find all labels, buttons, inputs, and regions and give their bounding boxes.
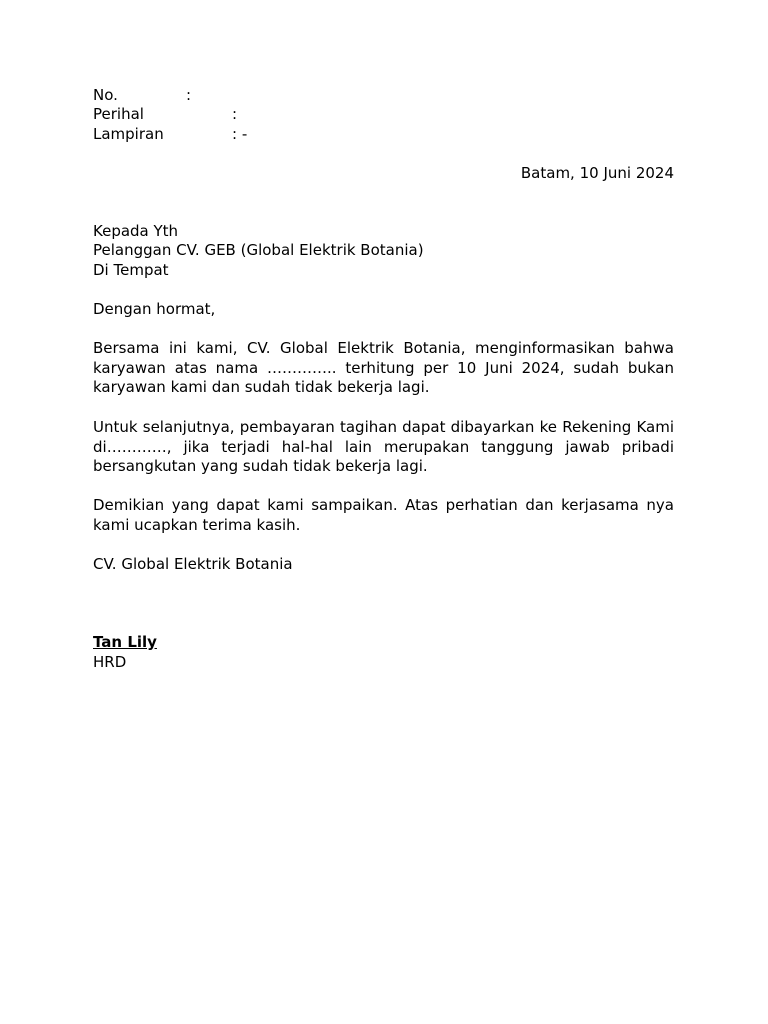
recipient-line-1: Kepada Yth (93, 222, 179, 240)
perihal-colon: : (232, 105, 238, 123)
recipient-line-2: Pelanggan CV. GEB (Global Elektrik Botania) (93, 241, 424, 259)
no-label: No. (93, 86, 118, 104)
no-colon: : (186, 86, 192, 104)
place-date: Batam, 10 Juni 2024 (520, 164, 674, 182)
body-paragraph-2: Untuk selanjutnya, pembayaran tagihan dapat dibayarkan ke Rekening Kami di…………, jika terjadi hal-hal lain merupakan tanggung jawab pribadi bersangkutan yang sudah tidak bekerja lagi. (93, 418, 674, 475)
signatory-name: Tan Lily (93, 633, 157, 651)
signatory-title: HRD (93, 653, 127, 671)
body-paragraph-3: Demikian yang dapat kami sampaikan. Atas perhatian dan kerjasama nya kami ucapkan terima kasih. (93, 496, 674, 534)
salutation: Dengan hormat, (93, 300, 216, 318)
perihal-label: Perihal (93, 105, 144, 123)
company-closing: CV. Global Elektrik Botania (93, 555, 293, 573)
body-paragraph-1: Bersama ini kami, CV. Global Elektrik Botania, menginformasikan bahwa karyawan atas nama ………….. terhitung per 10 Juni 2024, sudah bukan karyawan kami dan sudah tidak bekerja lagi. (93, 339, 674, 396)
lampiran-colon: : - (232, 125, 248, 143)
recipient-line-3: Di Tempat (93, 261, 169, 279)
lampiran-label: Lampiran (93, 125, 164, 143)
